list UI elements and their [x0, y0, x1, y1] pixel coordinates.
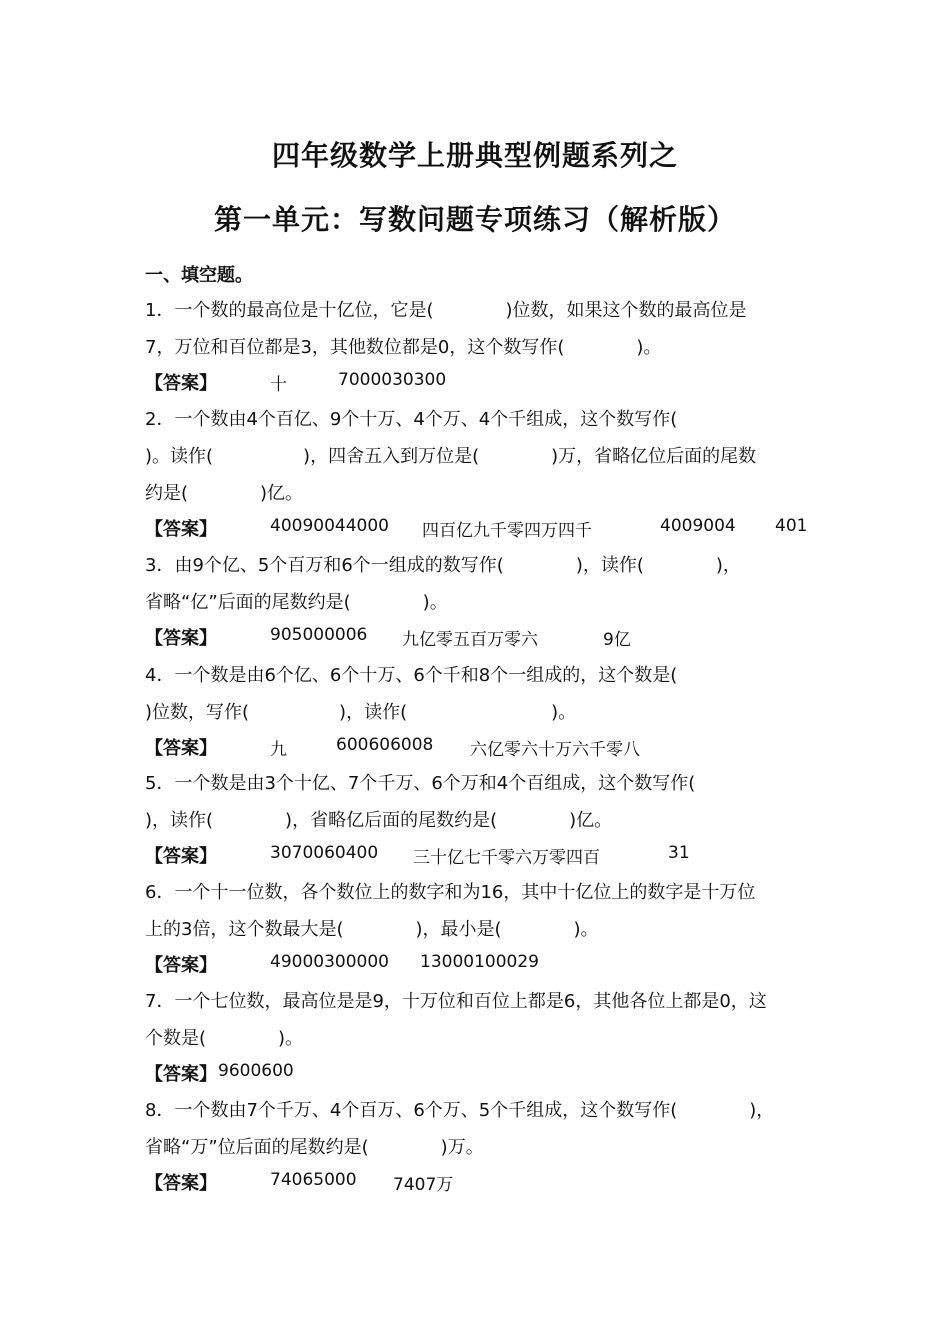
answer-1-value-1: 十 — [270, 375, 287, 395]
answer-3-label: 【答案】 — [145, 628, 217, 649]
question-3-line-1: 3．由9个亿、5个百万和6个一组成的数写作( )，读作( )， — [145, 555, 741, 576]
question-7-line-1: 7．一个七位数，最高位是是9，十万位和百位上都是6，其他各位上都是0，这 — [145, 991, 767, 1012]
answer-5-value-1: 3070060400 — [270, 843, 379, 863]
question-1-line-1: 1．一个数的最高位是十亿位，它是( )位数，如果这个数的最高位是 — [145, 300, 747, 321]
question-8-line-2: 省略“万”位后面的尾数约是( )万。 — [145, 1137, 484, 1158]
answer-3-value-2: 九亿零五百万零六 — [402, 630, 538, 650]
question-5-line-1: 5．一个数是由3个十亿、7个千万、6个万和4个百组成，这个数写作( — [145, 773, 696, 794]
answer-1-label: 【答案】 — [145, 373, 217, 394]
answer-4-label: 【答案】 — [145, 738, 217, 759]
question-7-line-2: 个数是( )。 — [145, 1028, 304, 1049]
question-6-line-2: 上的3倍，这个数最大是( )，最小是( )。 — [145, 919, 599, 940]
question-8-line-1: 8．一个数由7个千万、4个百万、6个万、5个千组成，这个数写作( )， — [145, 1100, 775, 1121]
section-heading: 一、填空题。 — [145, 265, 253, 286]
question-2-line-3: 约是( )亿。 — [145, 483, 304, 504]
answer-2-value-4: 401 — [775, 516, 808, 536]
answer-6-value-1: 49000300000 — [270, 952, 389, 972]
answer-2-value-3: 4009004 — [660, 516, 736, 536]
question-2-line-2: )。读作( )，四舍五入到万位是( )万，省略亿位后面的尾数 — [145, 446, 757, 467]
question-5-line-2: )，读作( )，省略亿后面的尾数约是( )亿。 — [145, 810, 613, 831]
answer-7-value: 9600600 — [218, 1061, 294, 1081]
question-2-line-1: 2．一个数由4个百亿、9个十万、4个万、4个千组成，这个数写作( — [145, 409, 678, 430]
question-1-line-2: 7，万位和百位都是3，其他数位都是0，这个数写作( )。 — [145, 337, 662, 358]
answer-2-label: 【答案】 — [145, 519, 217, 540]
answer-6-value-2: 13000100029 — [420, 952, 539, 972]
document-subtitle: 第一单元：写数问题专项练习（解析版） — [213, 203, 736, 236]
answer-6-label: 【答案】 — [145, 955, 217, 976]
answer-4-value-2: 600606008 — [336, 735, 434, 755]
answer-8-value-1: 74065000 — [270, 1170, 357, 1190]
answer-5-label: 【答案】 — [145, 846, 217, 867]
answer-5-value-2: 三十亿七千零六万零四百 — [413, 848, 600, 868]
document-title: 四年级数学上册典型例题系列之 — [271, 139, 678, 172]
answer-2-value-2: 四百亿九千零四万四千 — [422, 521, 592, 541]
answer-5-value-3: 31 — [668, 843, 690, 863]
answer-1-value-2: 7000030300 — [338, 370, 447, 390]
answer-3-value-3: 9亿 — [603, 630, 631, 650]
answer-3-value-1: 905000006 — [270, 625, 368, 645]
question-4-line-1: 4．一个数是由6个亿、6个十万、6个千和8个一组成的，这个数是( — [145, 665, 678, 686]
answer-8-label: 【答案】 — [145, 1173, 217, 1194]
question-4-line-2: )位数，写作( )，读作( )。 — [145, 702, 577, 723]
answer-7-label: 【答案】 — [145, 1064, 217, 1085]
answer-8-value-2: 7407万 — [393, 1175, 454, 1195]
answer-2-value-1: 40090044000 — [270, 516, 389, 536]
question-3-line-2: 省略“亿”后面的尾数约是( )。 — [145, 592, 448, 613]
question-6-line-1: 6．一个十一位数，各个数位上的数字和为16，其中十亿位上的数字是十万位 — [145, 882, 756, 903]
answer-4-value-3: 六亿零六十万六千零八 — [470, 740, 640, 760]
answer-4-value-1: 九 — [270, 740, 287, 760]
